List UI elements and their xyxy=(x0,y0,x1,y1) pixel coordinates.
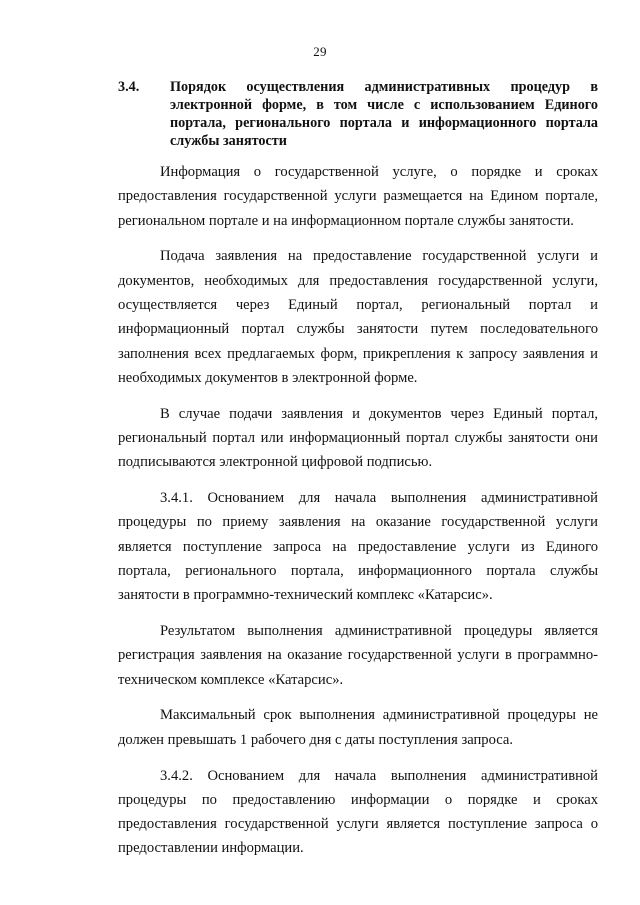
section-title: Порядок осуществления административных процедур в электронной форме, в том числе с использованием Единого портала, регионального портала и информационного портала службы занятости xyxy=(170,79,598,149)
section-number: 3.4. xyxy=(118,79,140,95)
paragraph-3-4-2-basis: 3.4.2. Основанием для начала выполнения административной процедуры по предоставлению информации о порядке и сроках предоставления государственной услуги является поступление запроса о предоставлении информации. xyxy=(118,767,598,857)
paragraph-3-4-1-basis: 3.4.1. Основанием для начала выполнения административной процедуры по приему заявления на оказание государственной услуги является поступление запроса на предоставление услуги из Единого портала, регионального портала, информационного портала службы занятости в программно-технический комплекс «Катарсис». xyxy=(118,490,598,604)
paragraph-result: Результатом выполнения административной процедуры является регистрация заявления на оказание государственной услуги в программно-техническом комплексе «Катарсис». xyxy=(118,623,598,688)
section-heading xyxy=(118,78,598,150)
paragraph-digital-signature: В случае подачи заявления и документов через Единый портал, региональный портал или информационный портал службы занятости они подписываются электронной цифровой подписью. xyxy=(118,405,598,471)
paragraph-info-placement: Информация о государственной услуге, о порядке и сроках предоставления государственной услуги размещается на Едином портале, региональном портале и на информационном портале службы занятости. xyxy=(118,164,598,229)
page-number: 29 xyxy=(313,44,327,59)
paragraph-application-submission: Подача заявления на предоставление государственной услуги и документов, необходимых для предоставления государственной услуги, осуществляется через Единый портал, региональный портал и информационный портал службы занятости путем последовательного заполнения всех предлагаемых форм, прикрепления к запросу заявления и необходимых документов в электронной форме. xyxy=(118,248,598,386)
paragraph-max-term: Максимальный срок выполнения административной процедуры не должен превышать 1 рабочего дня с даты поступления запроса. xyxy=(118,707,598,748)
body-text xyxy=(118,160,598,861)
